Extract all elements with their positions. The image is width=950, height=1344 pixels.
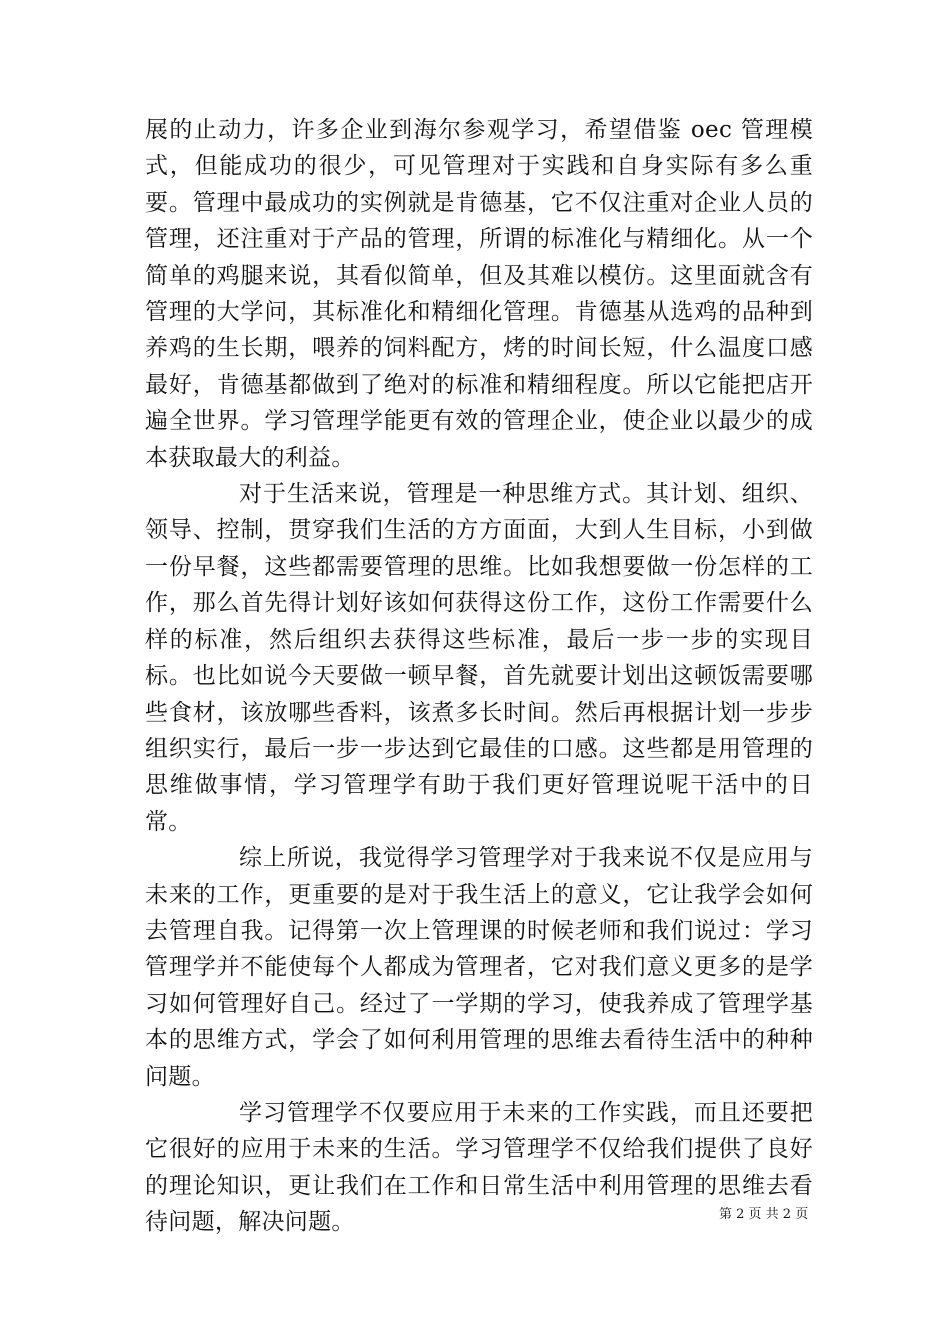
- document-body: [145, 112, 813, 1241]
- paragraph-2: 对于生活来说，管理是一种思维方式。其计划、组织、领导、控制，贯穿我们生活的方方面面，大到人生目标，小到做一份早餐，这些都需要管理的思维。比如我想要做一份怎样的工作，那么首先得计划好该如何获得这份工作，这份工作需要什么样的标准，然后组织去获得这些标准，最后一步一步的实现目标。也比如说今天要做一顿早餐，首先就要计划出这顿饭需要哪些食材，该放哪些香料，该煮多长时间。然后再根据计划一步步组织实行，最后一步一步达到它最佳的口感。这些都是用管理的思维做事情，学习管理学有助于我们更好管理说呢干活中的日常。: [145, 481, 813, 835]
- paragraph-4: 学习管理学不仅要应用于未来的工作实践，而且还要把它很好的应用于未来的生活。学习管理学不仅给我们提供了良好的理论知识，更让我们在工作和日常生活中利用管理的思维去看待问题，解决问题。: [145, 1099, 813, 1236]
- paragraph-3: 综上所说，我觉得学习管理学对于我来说不仅是应用与未来的工作，更重要的是对于我生活上的意义，它让我学会如何去管理自我。记得第一次上管理课的时候老师和我们说过：学习管理学并不能使每个人都成为管理者，它对我们意义更多的是学习如何管理好自己。经过了一学期的学习，使我养成了管理学基本的思维方式，学会了如何利用管理的思维去看待生活中的种种问题。: [145, 845, 813, 1090]
- page-number-footer: 第 2 页 共 2 页: [719, 1207, 809, 1222]
- paragraph-1: 展的止动力，许多企业到海尔参观学习，希望借鉴 oec 管理模式，但能成功的很少，可见管理对于实践和自身实际有多么重要。管理中最成功的实例就是肯德基，它不仅注重对企业人员的管理，还注重对于产品的管理，所谓的标准化与精细化。从一个简单的鸡腿来说，其看似简单，但及其难以模仿。这里面就含有管理的大学问，其标准化和精细化管理。肯德基从选鸡的品种到养鸡的生长期，喂养的饲料配方，烤的时间长短，什么温度口感最好，肯德基都做到了绝对的标准和精细程度。所以它能把店开遍全世界。学习管理学能更有效的管理企业，使企业以最少的成本获取最大的利益。: [145, 117, 813, 471]
